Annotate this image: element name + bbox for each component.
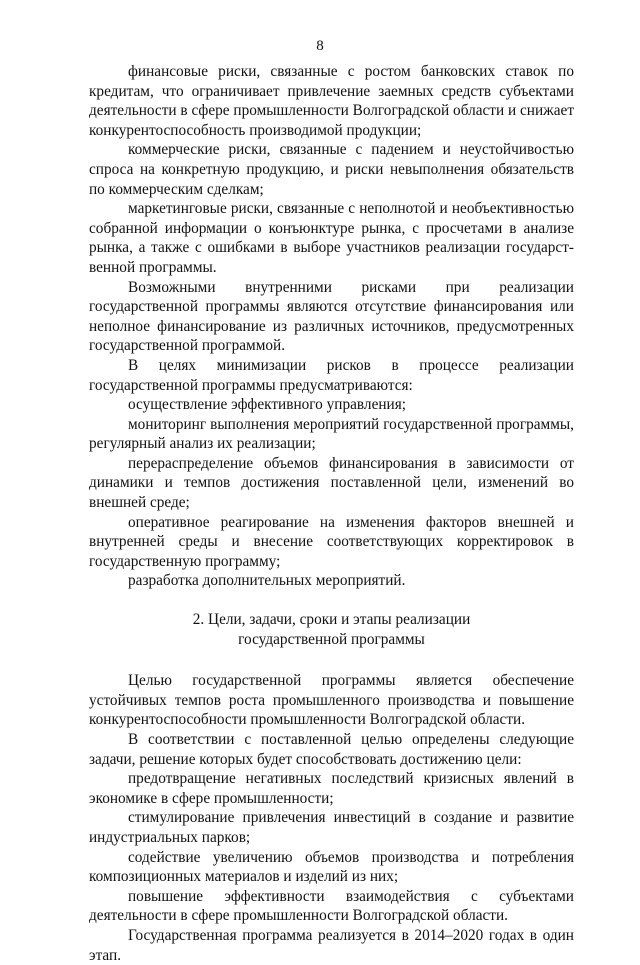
section-heading-line2: государственной программы [238, 630, 425, 648]
paragraph-monitoring: мониторинг выполнения мероприятий государственной программы, регулярный анализ их реализации; [89, 415, 574, 453]
paragraph-financial-risks: финансовые риски, связанные с ростом банковских ставок по кредитам, что ограничивает привлечение заемных средств субъектами деятельности в сфере промышленности Волгоградской области и снижает конкурентоспособность производимой продукции; [89, 63, 575, 139]
paragraph-redistribution: перераспределение объемов финансирования в зависимости от динамики и темпов достижения поставленной цели, изменений во внешней среде; [89, 454, 574, 512]
paragraph-additional-measures: разработка дополнительных мероприятий. [128, 572, 406, 590]
document-body [89, 62, 574, 965]
page-number: 8 [316, 38, 324, 54]
paragraph-effective-management: осуществление эффективного управления; [128, 396, 407, 414]
paragraph-commercial-risks: коммерческие риски, связанные с падением и неустойчивостью спроса на конкретную продукцию, и риски невыполнения обязательств по коммерческим сделкам; [89, 141, 574, 198]
paragraph-program-goal: Целью государственной программы является обеспечение устойчивых темпов роста промышленного производства и повышение конкурентоспособности промышленности Волгоградской области. [89, 672, 574, 729]
paragraph-task-prevention: предотвращение негативных последствий кризисных явлений в экономике в сфере промышленности; [89, 770, 574, 807]
paragraph-tasks-intro: В соответствии с поставленной целью определены следующие задачи, решение которых будет способствовать достижению цели: [89, 731, 574, 768]
paragraph-task-composites: содействие увеличению объемов производства и потребления композиционных материалов и изделий из них; [89, 848, 574, 886]
paragraph-risk-minimization: В целях минимизации рисков в процессе реализации государственной программы предусматриваются: [89, 356, 574, 394]
section-heading [89, 610, 574, 649]
section-heading-line1: 2. Цели, задачи, сроки и этапы реализации [192, 611, 471, 629]
paragraph-marketing-risks: маркетинговые риски, связанные с неполнотой и необъективностью собранной информации о конъюнктуре рынка, с просчетами в анализе рынка, а также с ошибками в выборе участников реализации государственной программы. [89, 200, 574, 276]
paragraph-program-period: Государственная программа реализуется в 2014–2020 годах в один этап. [89, 926, 574, 964]
paragraph-internal-risks: Возможными внутренними рисками при реализации государственной программы являются отсутствие финансирования или неполное финансирование из различных источников, предусмотренных государственной программой. [89, 278, 574, 355]
paragraph-task-investment: стимулирование привлечения инвестиций в создание и развитие индустриальных парков; [89, 809, 574, 846]
paragraph-operational-response: оперативное реагирование на изменения факторов внешней и внутренней среды и внесение соответствующих корректировок в государственную программу; [89, 513, 574, 570]
paragraph-task-interaction: повышение эффективности взаимодействия с субъектами деятельности в сфере промышленности Волгоградской области. [89, 887, 574, 925]
